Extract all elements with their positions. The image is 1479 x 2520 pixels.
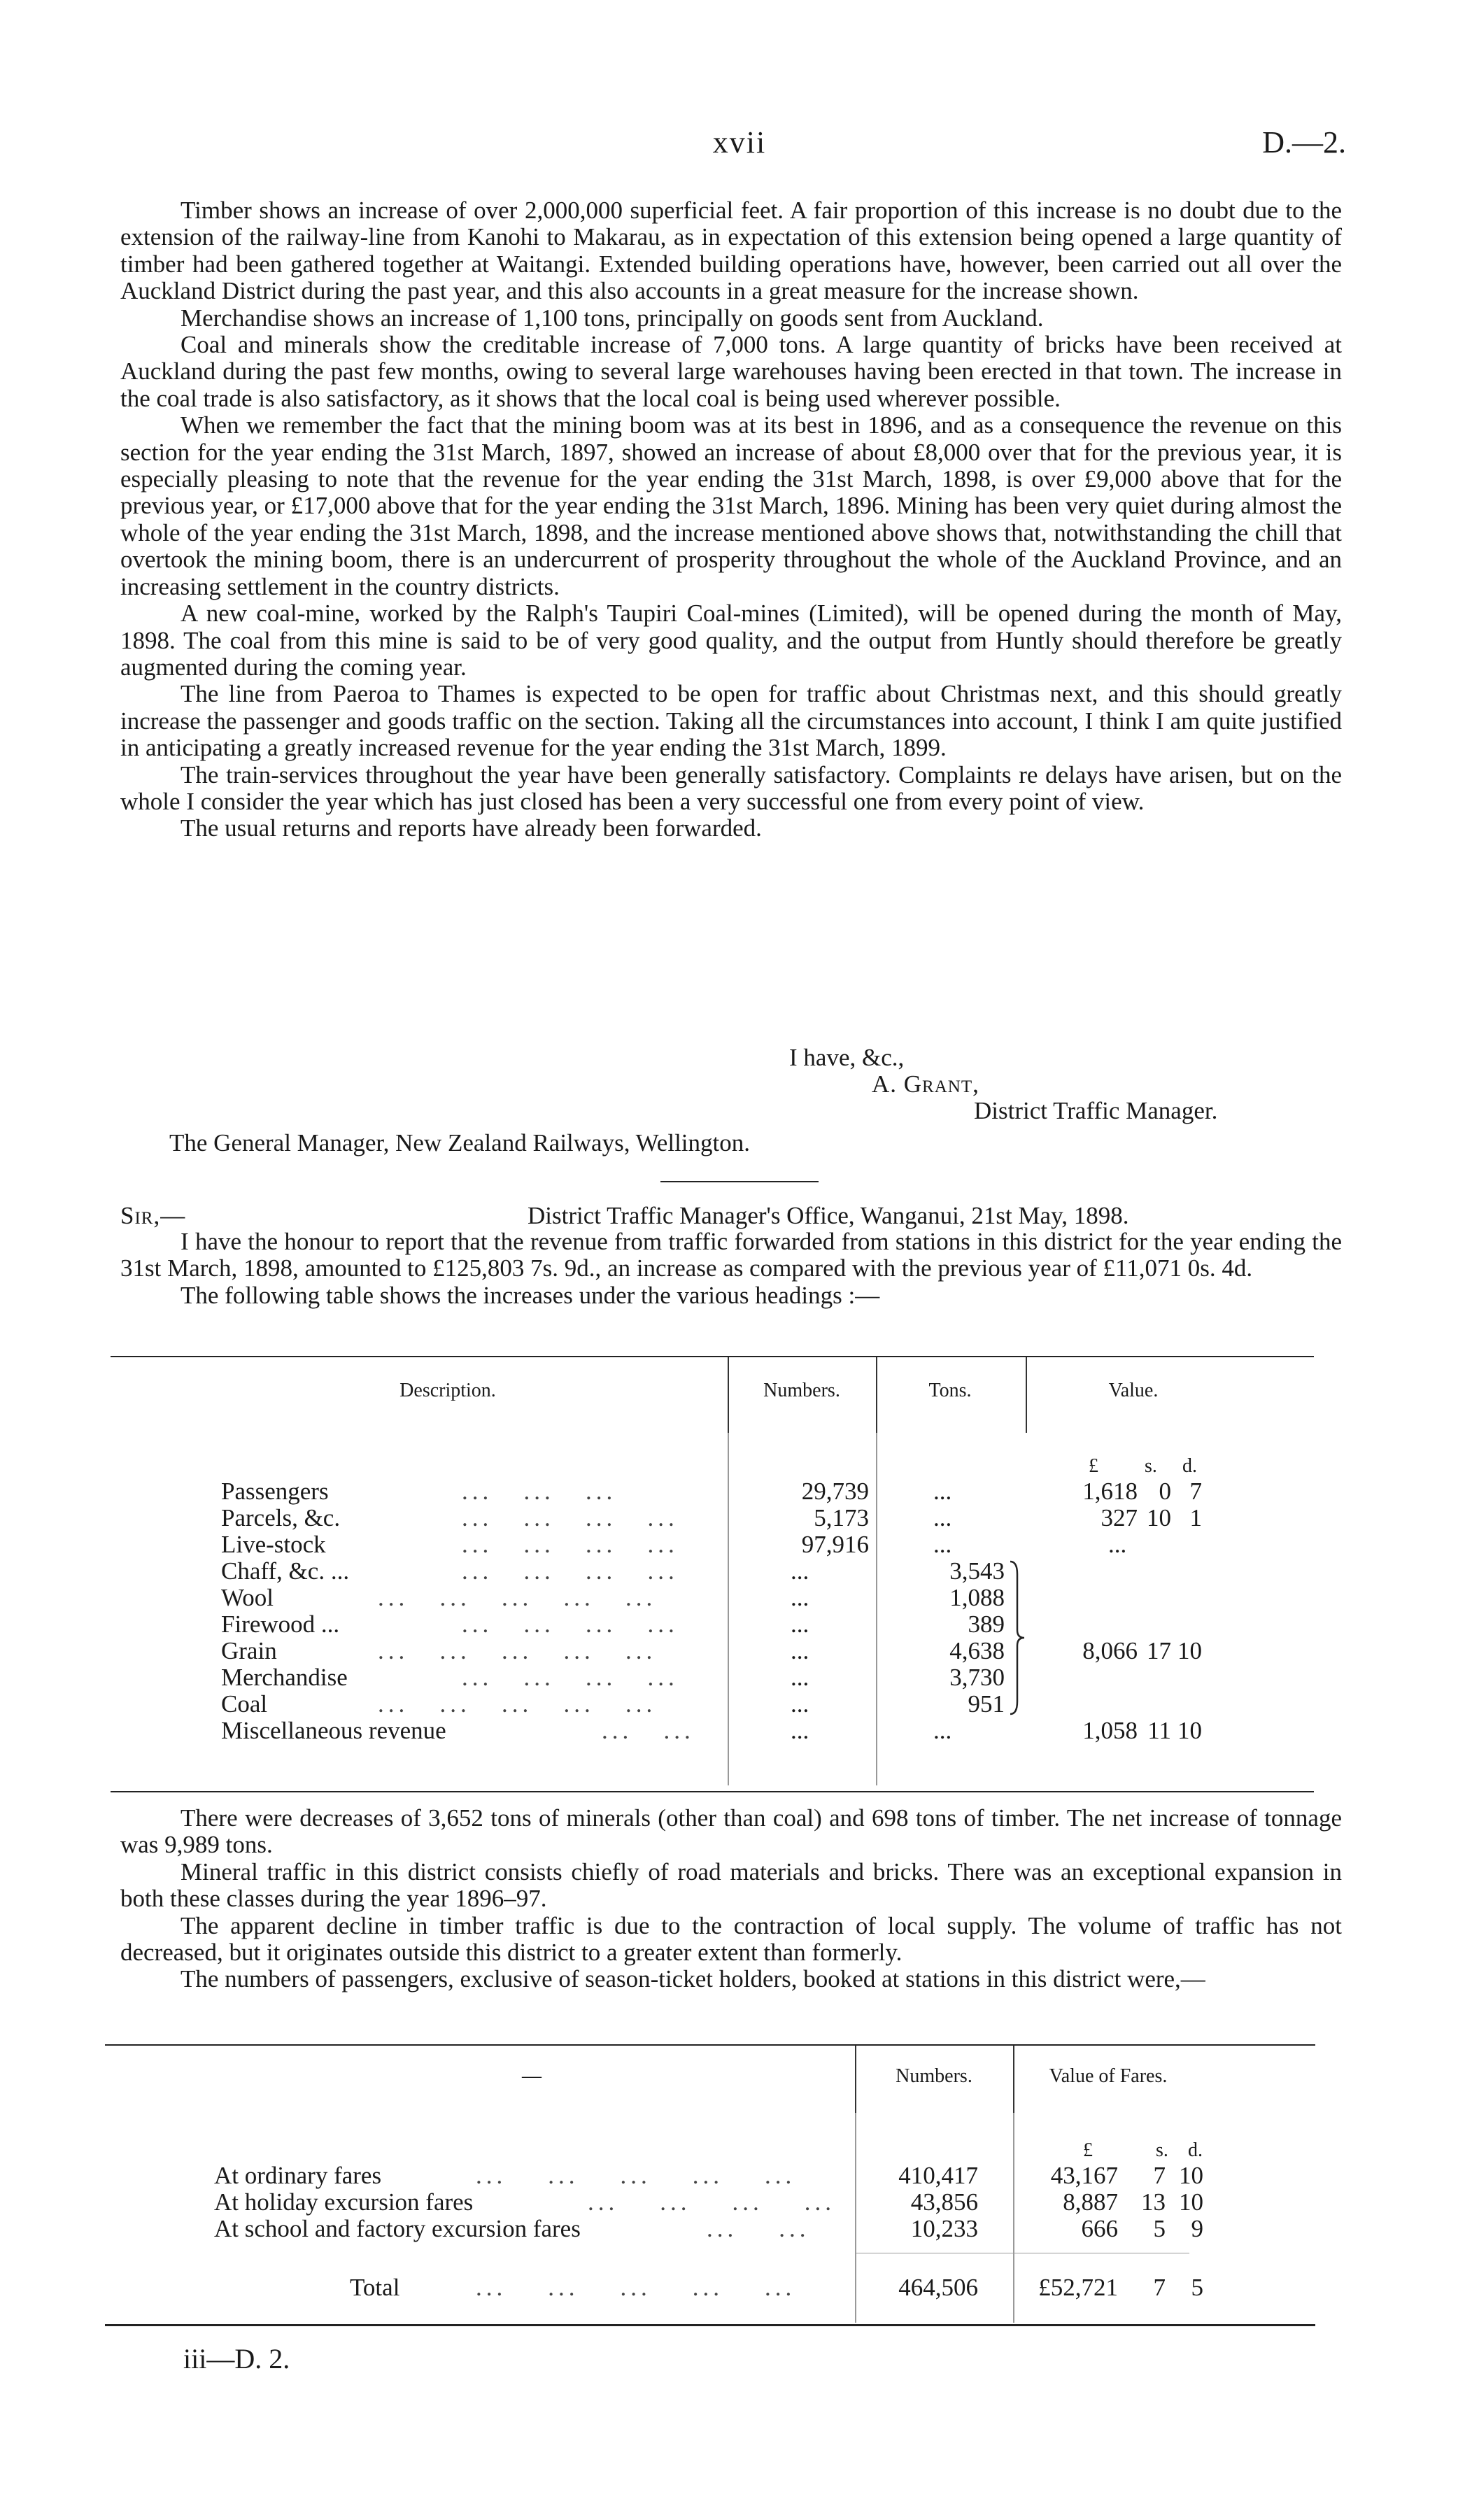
cell-fare-shillings: 5 (1153, 2215, 1166, 2242)
cell-numbers: ... (791, 1584, 809, 1611)
row-label: Parcels, &c. (221, 1504, 341, 1531)
grouped-value-shillings: 17 (1147, 1637, 1171, 1664)
cell-numbers: 5,173 (814, 1504, 869, 1531)
cell-fare-shillings: 13 (1141, 2188, 1166, 2216)
table-bottom-rule (105, 2324, 1315, 2326)
header-tons: Tons. (928, 1380, 972, 1401)
unit-pounds: £ (1083, 2139, 1093, 2161)
total-fare-pounds: £52,721 (1038, 2274, 1118, 2301)
cell-numbers: ... (791, 1611, 809, 1638)
leader-dots: ... ... ... ... ... (378, 1584, 657, 1611)
column-divider (876, 1357, 877, 1433)
total-fare-shillings: 7 (1153, 2274, 1166, 2301)
grouping-brace (1007, 1560, 1028, 1715)
total-fare-pence: 5 (1191, 2274, 1203, 2301)
cell-tons: 1,088 (949, 1584, 1005, 1611)
cell-fare-pence: 9 (1191, 2215, 1203, 2242)
leader-dots: ... ... ... ... ... (378, 1637, 657, 1664)
row-label: Merchandise (221, 1664, 348, 1691)
cell-value-pence: 7 (1189, 1478, 1202, 1505)
cell-tons: 3,543 (949, 1557, 1005, 1585)
cell-value-shillings: 10 (1147, 1504, 1171, 1531)
cell-numbers: 10,233 (910, 2215, 978, 2242)
cell-fare-pounds: 666 (1081, 2215, 1118, 2242)
header-blank: — (522, 2065, 542, 2087)
cell-numbers: ... (791, 1664, 809, 1691)
leader-dots: ... ... ... ... (462, 1557, 679, 1585)
row-label: At ordinary fares (214, 2162, 382, 2189)
cell-fare-pence: 10 (1179, 2188, 1203, 2216)
unit-pence: d. (1182, 1455, 1197, 1477)
paragraph: Merchandise shows an increase of 1,100 tons, principally on goods sent from Auckland. (181, 304, 1044, 332)
cell-numbers: 97,916 (801, 1531, 869, 1558)
cell-numbers: ... (791, 1557, 809, 1585)
cell-value-pence: 1 (1189, 1504, 1202, 1531)
cell-value-pounds: ... (1108, 1531, 1127, 1558)
table-top-rule (111, 1356, 1314, 1357)
cell-numbers: 410,417 (898, 2162, 978, 2189)
leader-dots: ... ... ... ... ... (378, 1690, 657, 1718)
cell-numbers: ... (791, 1690, 809, 1718)
header-description: Description. (399, 1380, 496, 1401)
cell-tons: ... (933, 1717, 952, 1744)
leader-dots: ... ... ... ... (588, 2188, 835, 2216)
cell-numbers: ... (791, 1637, 809, 1664)
row-label: At holiday excursion fares (214, 2188, 474, 2216)
leader-dots: ... ... ... (462, 1478, 617, 1505)
addressee: The General Manager, New Zealand Railways, Wellington. (169, 1129, 750, 1156)
total-label: Total (350, 2274, 400, 2301)
paragraph: The apparent decline in timber traffic is due to the contraction of local supply. The volume of traffic has not decreased, but it originates outside this district to a greater extent than formerly. (120, 1911, 1342, 1967)
paragraph: The following table shows the increases under the various headings :— (181, 1281, 880, 1309)
salutation: Sir,— (120, 1202, 186, 1229)
cell-value-shillings: 11 (1147, 1717, 1171, 1744)
page-number: xvii (712, 125, 767, 160)
cell-numbers: 43,856 (910, 2188, 978, 2216)
column-divider (1026, 1357, 1027, 1433)
grouped-value-pence: 10 (1177, 1637, 1202, 1664)
signature-name: A. Grant, (872, 1070, 979, 1098)
row-label: Wool (221, 1584, 274, 1611)
leader-dots: ... ... ... ... (462, 1531, 679, 1558)
table-bottom-rule (111, 1791, 1314, 1792)
document-reference: D.—2. (1262, 125, 1346, 160)
cell-tons: ... (933, 1531, 952, 1558)
cell-fare-shillings: 7 (1153, 2162, 1166, 2189)
column-divider (855, 2113, 856, 2323)
cell-numbers: 29,739 (801, 1478, 869, 1505)
unit-pence: d. (1188, 2139, 1203, 2161)
row-label: Firewood ... (221, 1611, 340, 1638)
paragraph: A new coal-mine, worked by the Ralph's Taupiri Coal-mines (Limited), will be opened during the month of May, 1898. The coal from this mine is said to be of very good quality, and the output from Huntly should therefore be greatly augmented during the coming year. (120, 600, 1342, 681)
header-value-of-fares: Value of Fares. (1049, 2065, 1168, 2087)
cell-tons: 951 (968, 1690, 1005, 1718)
section-divider (660, 1181, 819, 1182)
paragraph: Mineral traffic in this district consists chiefly of road materials and bricks. There was an exceptional expansion in both these classes during the year 1896–97. (120, 1857, 1342, 1913)
letter2-body (120, 1805, 1342, 1993)
cell-fare-pounds: 43,167 (1050, 2162, 1118, 2189)
paragraph: I have the honour to report that the revenue from traffic forwarded from stations in this district for the year ending the 31st March, 1898, amounted to £125,803 7s. 9d., an increase as compared with the previous year of £11,071 0s. 4d. (120, 1228, 1342, 1282)
cell-value-pounds: 327 (1101, 1504, 1138, 1531)
unit-shillings: s. (1145, 1455, 1157, 1477)
header-value: Value. (1108, 1380, 1159, 1401)
cell-value-pence: 10 (1177, 1717, 1202, 1744)
signature-mark: iii—D. 2. (183, 2343, 290, 2374)
cell-tons: 3,730 (949, 1664, 1005, 1691)
column-divider (1013, 2046, 1014, 2113)
leader-dots: ... ... (707, 2215, 810, 2242)
cell-fare-pence: 10 (1179, 2162, 1203, 2189)
cell-value-pounds: 1,058 (1082, 1717, 1138, 1744)
column-divider (876, 1433, 877, 1785)
cell-value-shillings: 0 (1159, 1478, 1171, 1505)
cell-fare-pounds: 8,887 (1063, 2188, 1118, 2216)
header-numbers: Numbers. (896, 2065, 972, 2087)
leader-dots: ... ... ... ... ... (476, 2274, 796, 2301)
office-line: District Traffic Manager's Office, Wanganui, 21st May, 1898. (528, 1202, 1129, 1229)
paragraph: The usual returns and reports have already been forwarded. (181, 814, 762, 842)
paragraph: The train-services throughout the year have been generally satisfactory. Complaints re delays have arisen, but on the whole I consider the year which has just closed has been a very successful one from every point of view. (120, 760, 1342, 815)
closing: I have, &c., (789, 1044, 905, 1071)
unit-shillings: s. (1156, 2139, 1168, 2161)
paragraph: There were decreases of 3,652 tons of minerals (other than coal) and 698 tons of timber. The net increase of tonnage was 9,989 tons. (120, 1804, 1342, 1859)
row-label: Live-stock (221, 1531, 326, 1558)
signature-title: District Traffic Manager. (974, 1097, 1218, 1124)
paragraph: When we remember the fact that the mining boom was at its best in 1896, and as a consequence the revenue on this section for the year ending the 31st March, 1897, showed an increase of about £8,000 over that for the previous year, it is especially pleasing to note that the revenue for the year ending the 31st March, 1898, is over £9,000 above that for the previous year, or £17,000 above that for the year ending the 31st March, 1896. Mining has been very quiet during almost the whole of the year ending the 31st March, 1898, and the increase mentioned above shows that, notwithstanding the chill that overtook the mining boom, there is an undercurrent of prosperity throughout the whole of the Auckland Province, and an increasing settlement in the country districts. (120, 411, 1342, 600)
column-divider (855, 2046, 856, 2113)
leader-dots: ... ... (602, 1717, 695, 1744)
row-label: Grain (221, 1637, 277, 1664)
cell-tons: 389 (968, 1611, 1005, 1638)
unit-pounds: £ (1089, 1455, 1098, 1477)
paragraph: The numbers of passengers, exclusive of season-ticket holders, booked at stations in this district were,— (181, 1965, 1205, 1993)
paragraph: Coal and minerals show the creditable increase of 7,000 tons. A large quantity of bricks have been received at Auckland during the past few months, owing to several large warehouses having been erected in that town. The increase in the coal trade is also satisfactory, as it shows that the local coal is being used wherever possible. (120, 331, 1342, 412)
row-label: At school and factory excursion fares (214, 2215, 581, 2242)
column-divider (728, 1357, 729, 1433)
cell-numbers: ... (791, 1717, 809, 1744)
grouped-value-pounds: 8,066 (1082, 1637, 1138, 1664)
header-numbers: Numbers. (763, 1380, 840, 1401)
row-label: Chaff, &c. ... (221, 1557, 350, 1585)
table-top-rule (105, 2044, 1315, 2046)
letter2-intro (120, 1229, 1342, 1309)
paragraph: The line from Paeroa to Thames is expected to be open for traffic about Christmas next, and this should greatly increase the passenger and goods traffic on the section. Taking all the circumstances into account, I think I am quite justified in anticipating a greatly increased revenue for the year ending the 31st March, 1899. (120, 680, 1342, 762)
paragraph: Timber shows an increase of over 2,000,000 superficial feet. A fair proportion of this increase is no doubt due to the extension of the railway-line from Kanohi to Makarau, as in expectation of this extension being opened a large quantity of timber had been gathered together at Waitangi. Extended building operations have, however, been carried out all over the Auckland District during the past year, and this also accounts in a great measure for the increase shown. (120, 197, 1342, 305)
cell-value-pounds: 1,618 (1082, 1478, 1138, 1505)
column-divider (1013, 2113, 1014, 2323)
leader-dots: ... ... ... ... (462, 1664, 679, 1691)
leader-dots: ... ... ... ... (462, 1611, 679, 1638)
row-label: Miscellaneous revenue (221, 1717, 446, 1744)
cell-tons: 4,638 (949, 1637, 1005, 1664)
column-divider (728, 1433, 729, 1785)
row-label: Passengers (221, 1478, 329, 1505)
cell-tons: ... (933, 1478, 952, 1505)
total-numbers: 464,506 (898, 2274, 978, 2301)
leader-dots: ... ... ... ... ... (476, 2162, 796, 2189)
row-label: Coal (221, 1690, 268, 1718)
leader-dots: ... ... ... ... (462, 1504, 679, 1531)
letter1-body (120, 197, 1342, 842)
cell-tons: ... (933, 1504, 952, 1531)
